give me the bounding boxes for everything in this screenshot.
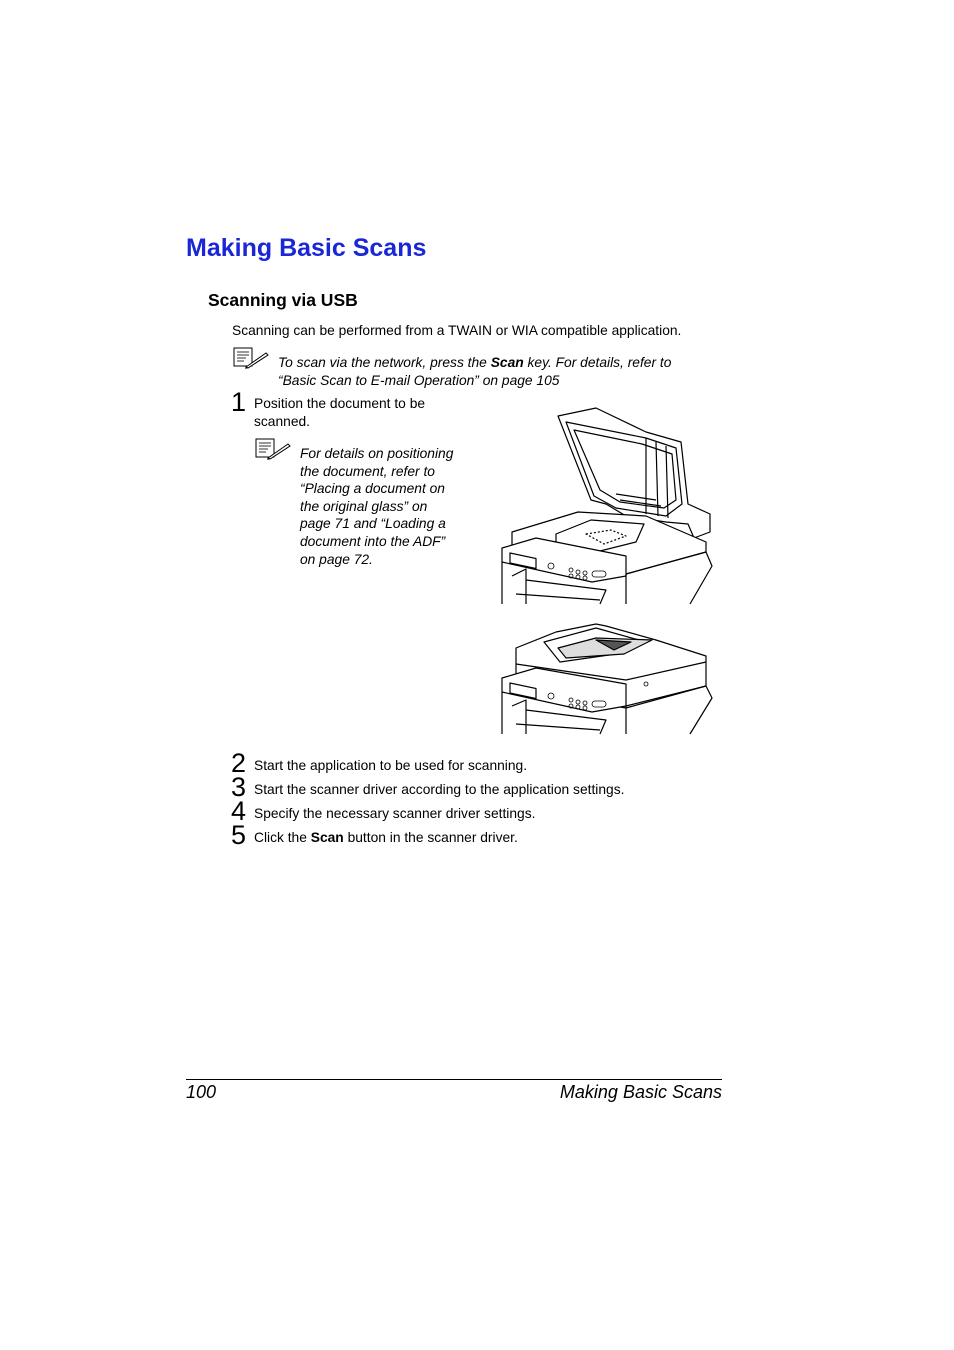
footer-title: Making Basic Scans (559, 1082, 722, 1102)
illustration-scanner-adf (496, 618, 716, 736)
intro-paragraph: Scanning can be performed from a TWAIN or WIA compatible application. (232, 323, 682, 338)
step-text: Position the document to be scanned. (254, 396, 426, 429)
step-text: Start the application to be used for scanning. (254, 758, 528, 773)
illustration-scanner-glass (496, 404, 716, 606)
section-subheading: Scanning via USB (208, 290, 358, 310)
step-number: 1 (231, 387, 247, 417)
note-pencil-icon (254, 438, 292, 460)
step-number: 5 (231, 820, 247, 850)
step1-note: For details on positioning the document, refer to “Placing a document on the original glass” on page 71 and “Loading a document into the ADF” on page 72. (300, 446, 454, 567)
step-number: 4 (231, 796, 247, 826)
note-pencil-icon (232, 347, 270, 369)
footer-page-number: 100 (186, 1082, 217, 1102)
step-text: Specify the necessary scanner driver settings. (254, 806, 536, 821)
page-heading: Making Basic Scans (186, 234, 427, 262)
footer-rule (186, 1079, 722, 1080)
step-number: 2 (231, 748, 247, 778)
step-text: Start the scanner driver according to the application settings. (254, 782, 625, 797)
step-number: 3 (231, 772, 247, 802)
note-text: To scan via the network, press the Scan key. For details, refer to “Basic Scan to E-mail Operation” on page 105 (278, 355, 672, 388)
step-text: Click the Scan button in the scanner driver. (254, 830, 518, 845)
